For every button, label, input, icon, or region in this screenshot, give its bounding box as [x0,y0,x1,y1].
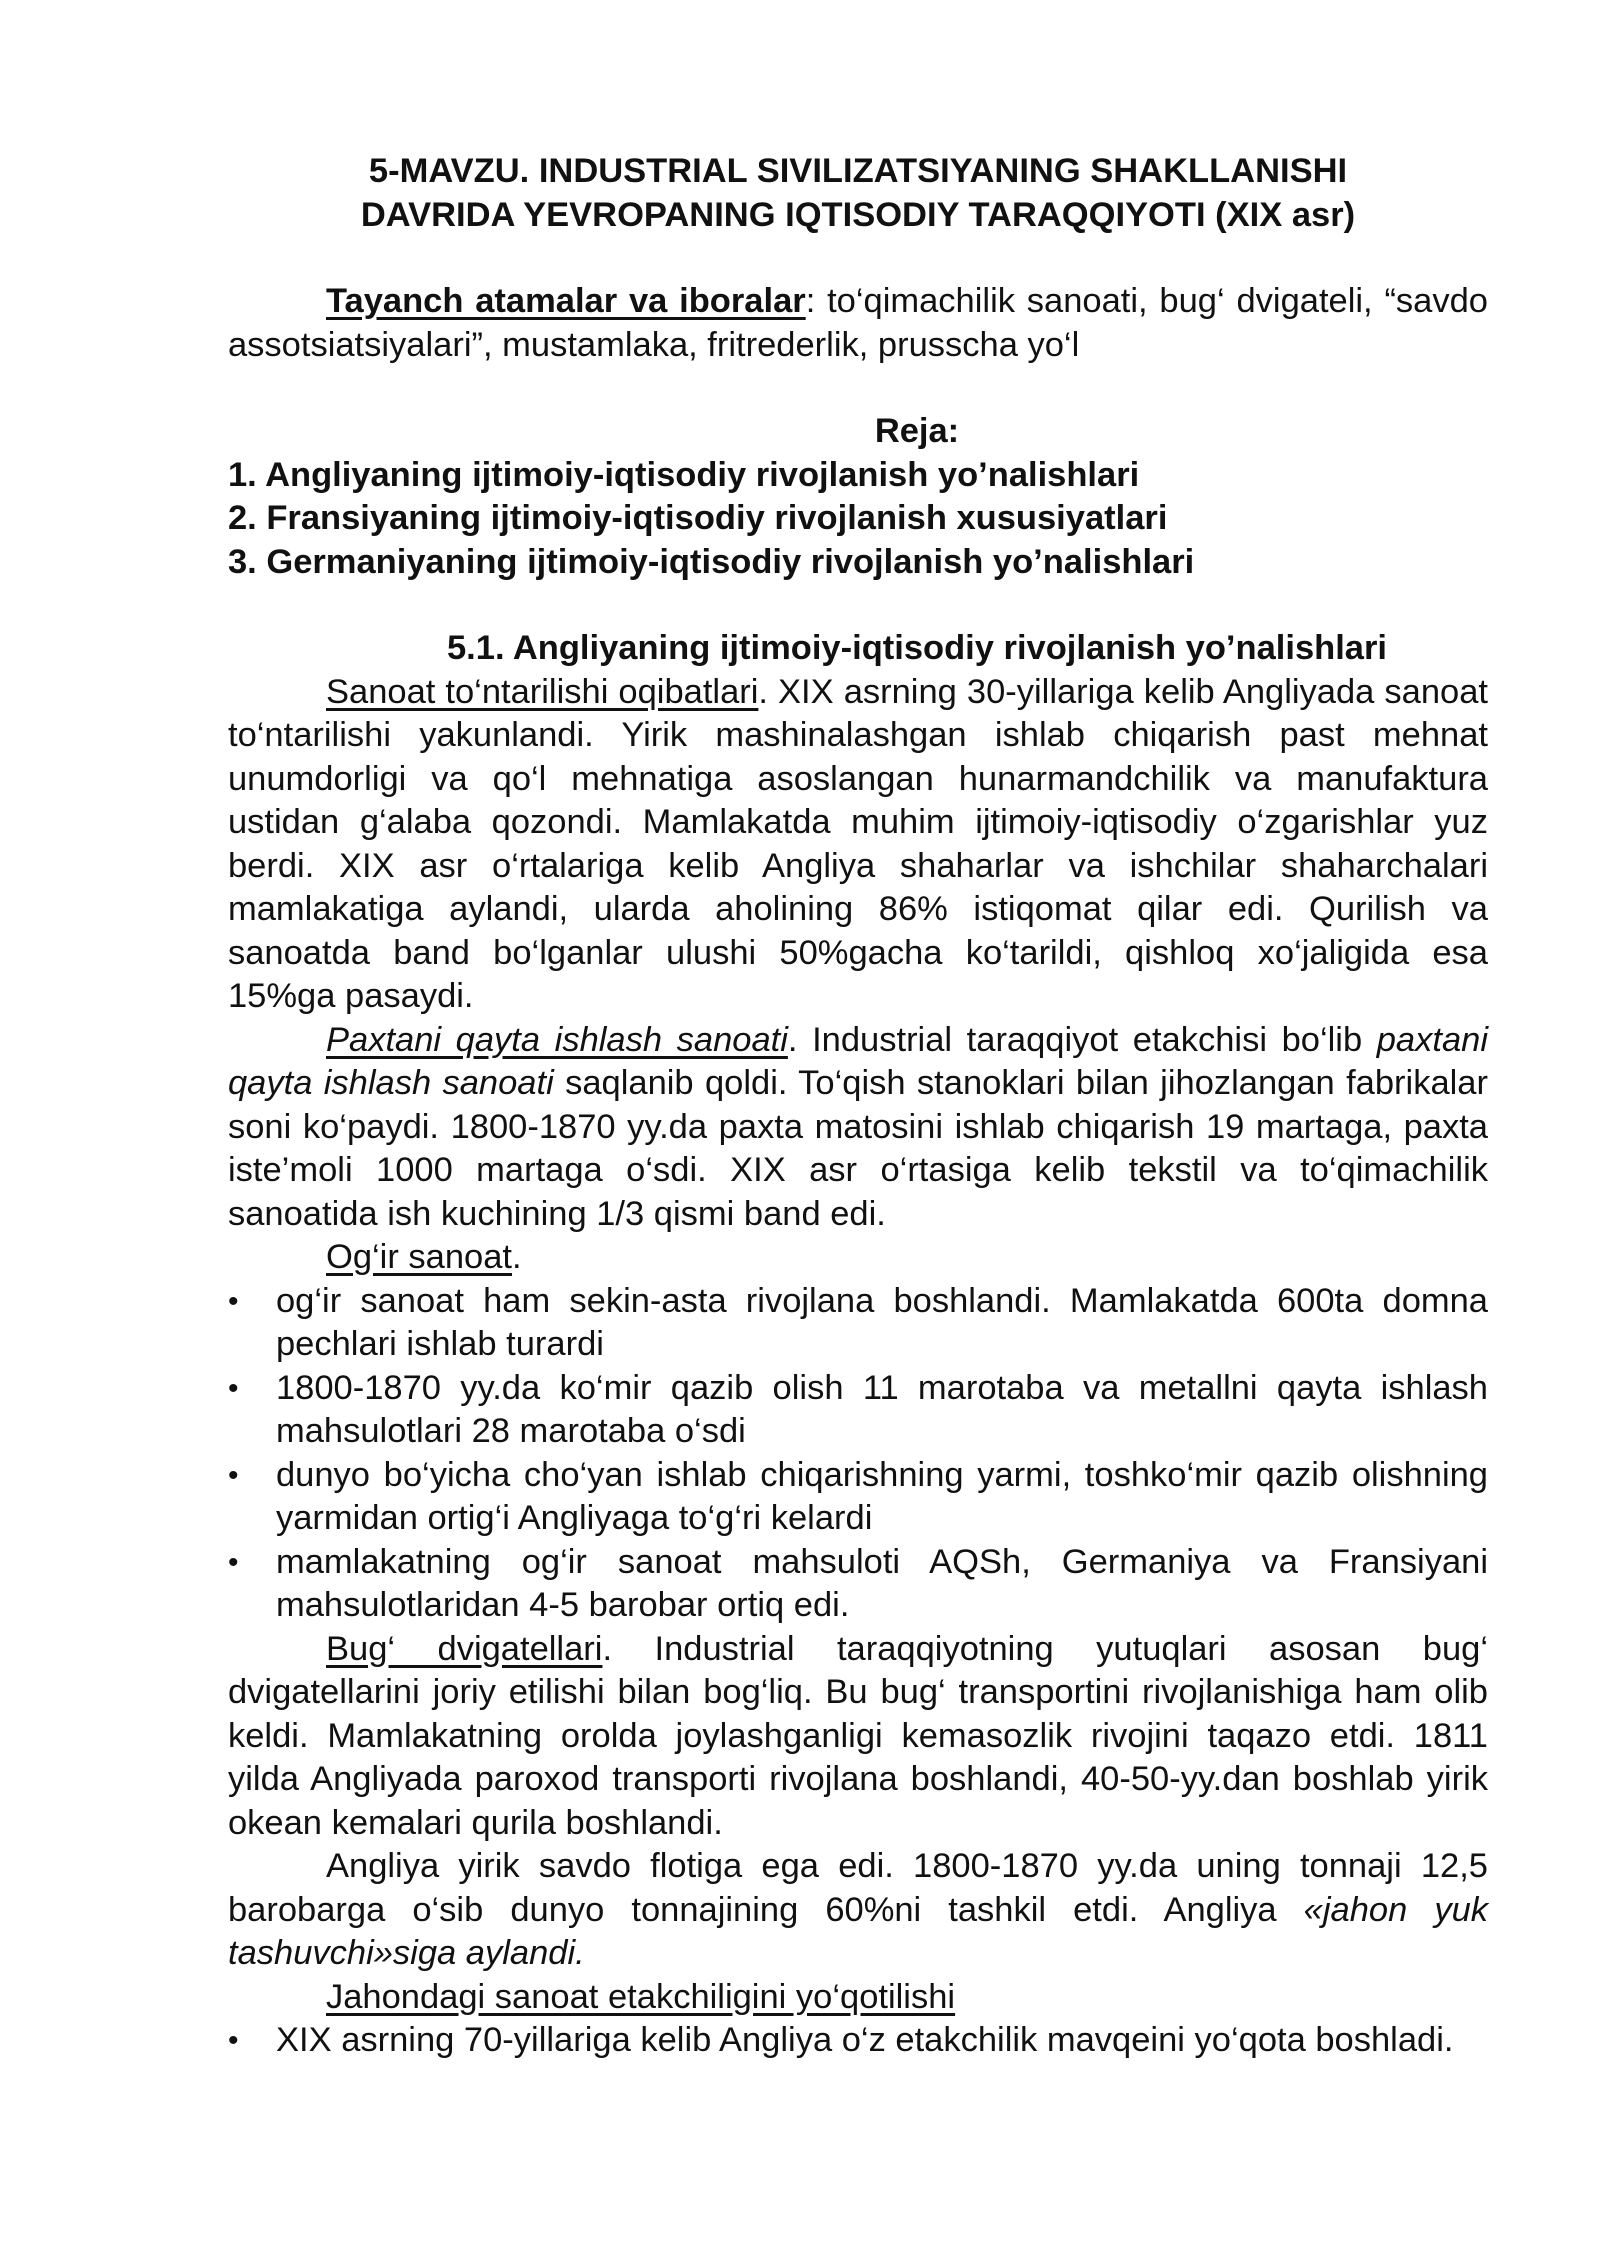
paragraph-bug-label: Bug‘ dvigatellari [326,1629,603,1668]
plan-title: Reja: [874,412,960,450]
title-line-1: 5-MAVZU. INDUSTRIAL SIVILIZATSIYANING SHAKLLANISHI [368,152,1348,190]
bullet-icon: • [228,1284,239,1318]
list-item [228,1280,1488,1367]
heavy-industry-list [228,1280,1488,1628]
list-item [228,1541,1488,1628]
list-item [228,1367,1488,1454]
bullet-icon: • [228,1371,239,1405]
paragraph-paxta-text-a: . Industrial taraqqiyot etakchisi bo‘lib [787,1020,1377,1059]
plan-item-1: 1. Angliyaning ijtimoiy-iqtisodiy rivojlanish yo’nalishlari [228,455,1140,494]
paragraph-sanoat [228,671,1488,1019]
paragraph-bug [228,1628,1488,1846]
paragraph-ogir-tail: . [512,1238,522,1276]
paragraph-flot [228,1845,1488,1976]
list-item-text: mamlakatning og‘ir sanoat mahsuloti AQSh, Germaniya va Fransiyani mahsulotlaridan 4-5 barobar ortiq edi. [276,1542,1488,1624]
list-item-text: 1800-1870 yy.da ko‘mir qazib olish 11 marotaba va metallni qayta ishlash mahsulotlari 28 marotaba o‘sdi [276,1368,1488,1450]
paragraph-flot-text: Angliya yirik savdo flotiga ega edi. 1800-1870 yy.da uning tonnaji 12,5 barobarga o‘sib dunyo tonnajining 60%ni tashkil etdi. Angliya [228,1847,1488,1929]
bullet-icon: • [228,1458,239,1492]
paragraph-ogir-heading [228,1236,1488,1280]
plan-item-2: 2. Fransiyaning ijtimoiy-iqtisodiy rivojlanish xususiyatlari [228,499,1168,537]
bullet-icon: • [228,1545,239,1579]
list-item-text: dunyo bo‘yicha cho‘yan ishlab chiqarishning yarmi, toshko‘mir qazib olishning yarmidan ortig‘i Angliyaga to‘g‘ri kelardi [276,1455,1488,1537]
keywords-paragraph [228,280,1488,367]
paragraph-ogir-label: Og‘ir sanoat [326,1238,513,1276]
list-item [228,1454,1488,1541]
paragraph-paxta-text-b: saqlanib qoldi. To‘qish stanoklari bilan jihozlangan fabrikalar soni ko‘paydi. 1800-1870 yy.da paxta matosini ishlab chiqarish 19 martaga, paxta iste’moli 1000 martaga o‘sdi. XIX asr o‘rtasiga kelib tekstil va to‘qimachilik sanoatida ish kuchining 1/3 qismi band edi. [228,1064,1488,1233]
paragraph-paxta-emphasis: paxtani qayta ishlash sanoati [228,1020,1488,1102]
leadership-loss-list [228,2019,1488,2063]
keywords-text: : to‘qimachilik sanoati, bug‘ dvigateli, “savdo assotsiatsiyalari”, mustamlaka, fritrederlik, prusscha yo‘l [228,282,1488,364]
list-item [228,2019,1488,2063]
paragraph-paxta-label: Paxtani qayta ishlash sanoati [326,1020,788,1059]
paragraph-bug-text: . Industrial taraqqiyotning yutuqlari asosan bug‘ dvigatellarini joriy etilishi bilan bog‘liq. Bu bug‘ transportini rivojlanishiga ham olib keldi. Mamlakatning orolda joylashganligi kemasozlik rivojini taqazo etdi. 1811 yilda Angliyada paroxod transporti rivojlana boshlandi, 40-50-yy.dan boshlab yirik okean kemalari qurila boshlandi. [228,1629,1488,1842]
paragraph-paxta [228,1019,1488,1237]
paragraph-sanoat-label: Sanoat to‘ntarilishi oqibatlari [326,672,759,711]
paragraph-flot-emphasis: «jahon yuk tashuvchi»siga aylandi. [228,1890,1489,1972]
keywords-label: Tayanch atamalar va iboralar [326,282,806,320]
paragraph-jahon-heading [228,1976,1488,2020]
section-heading: 5.1. Angliyaning ijtimoiy-iqtisodiy rivojlanish yo’nalishlari [447,629,1387,667]
title-line-2: DAVRIDA YEVROPANING IQTISODIY TARAQQIYOTI (XIX asr) [360,195,1356,234]
document-title [228,150,1488,237]
paragraph-sanoat-text: . XIX asrning 30-yillariga kelib Angliyada sanoat to‘ntarilishi yakunlandi. Yirik mashinalashgan ishlab chiqarish past mehnat unumdorligi va qo‘l mehnatiga asoslangan hunarmandchilik va manufaktura ustidan g‘alaba qozondi. Mamlakatda muhim ijtimoiy-iqtisodiy o‘zgarishlar yuz berdi. XIX asr o‘rtalariga kelib Angliya shaharlar va ishchilar shaharchalari mamlakatiga aylandi, ularda aholining 86% istiqomat qilar edi. Qurilish va sanoatda band bo‘lganlar ulushi 50%gacha ko‘tarildi, qishloq xo‘jaligida esa 15%ga pasaydi. [228,672,1488,1015]
list-item-text: XIX asrning 70-yillariga kelib Angliya o‘z etakchilik mavqeini yo‘qota boshladi. [276,2021,1454,2059]
plan-item-3: 3. Germaniyaning ijtimoiy-iqtisodiy rivojlanish yo’nalishlari [228,542,1195,581]
paragraph-jahon-label: Jahondagi sanoat etakchiligini yo‘qotilishi [326,1977,956,2016]
bullet-icon: • [228,2024,239,2057]
list-item-text: og‘ir sanoat ham sekin-asta rivojlana boshlandi. Mamlakatda 600ta domna pechlari ishlab turardi [276,1281,1488,1363]
